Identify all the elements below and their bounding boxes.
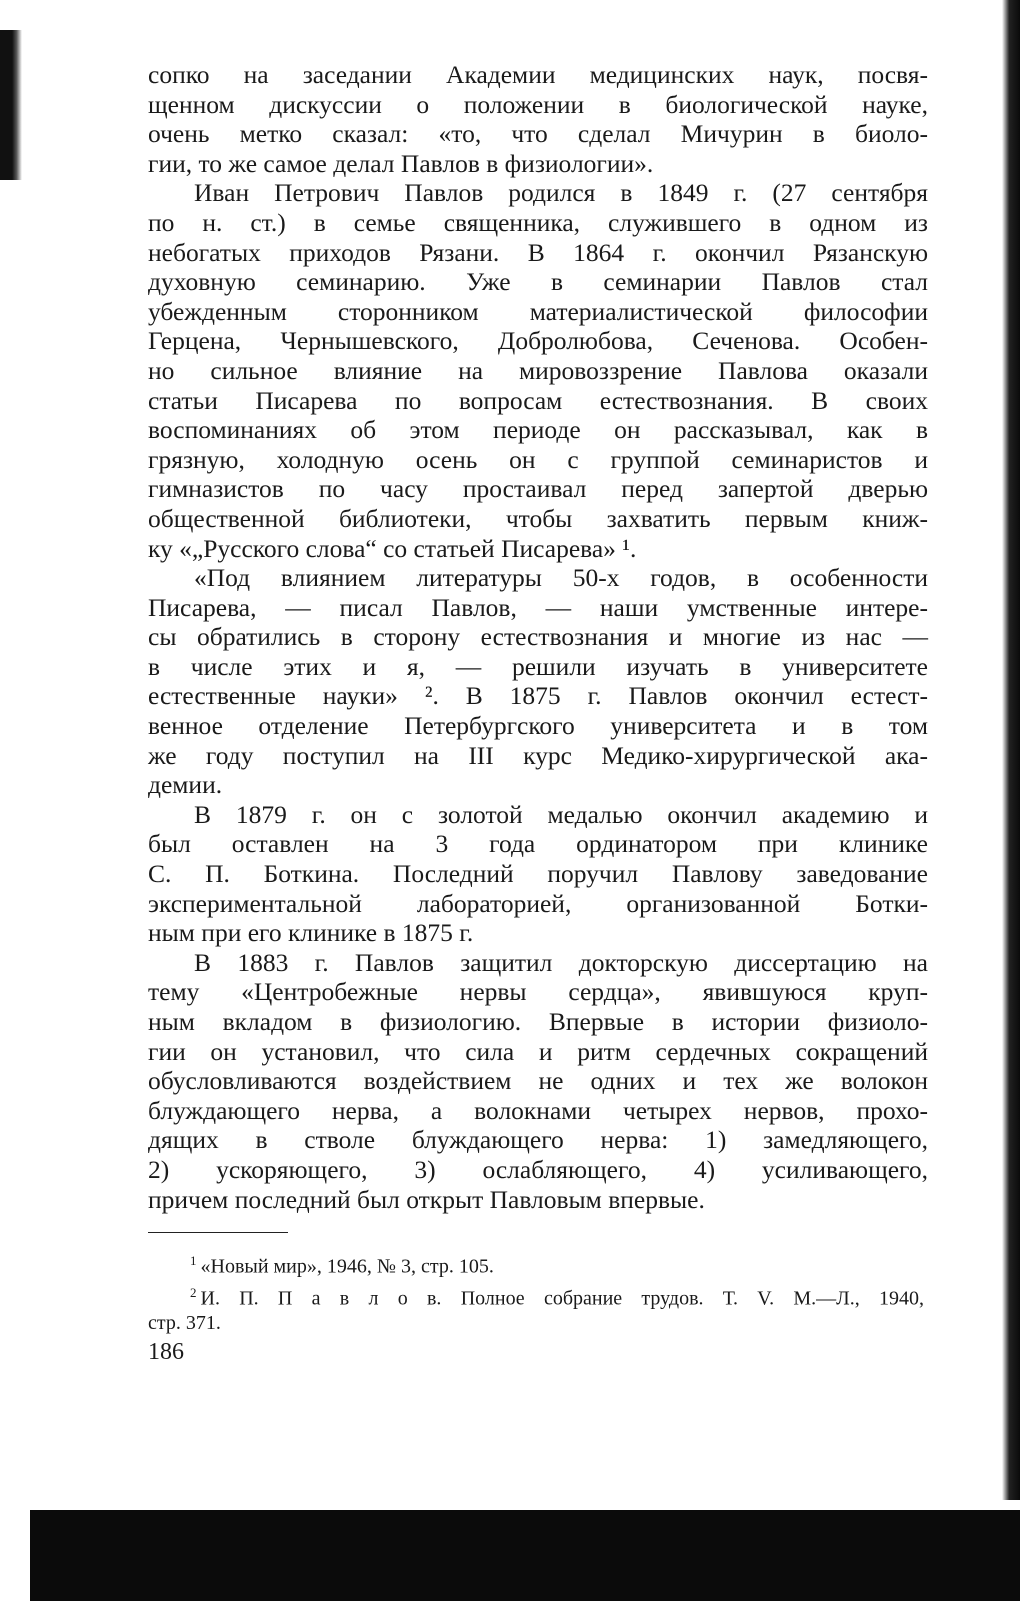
footnote-marker: 2 bbox=[190, 1284, 197, 1300]
text-line: дящих в стволе блуждающего нерва: 1) замедляющего, bbox=[148, 1125, 928, 1155]
text-line: экспериментальной лабораторией, организованной Ботки- bbox=[148, 888, 928, 918]
text-line: Герцена, Чернышевского, Добролюбова, Сеченова. Особен- bbox=[148, 326, 928, 356]
text-line: естественные науки» ². В 1875 г. Павлов окончил естест- bbox=[148, 681, 928, 711]
text-line: общественной библиотеки, чтобы захватить первым книж- bbox=[148, 503, 928, 533]
paragraph-3 bbox=[148, 563, 928, 800]
page-number: 186 bbox=[148, 1339, 184, 1365]
text-line: блуждающего нерва, а волокнами четырех нервов, прохо- bbox=[148, 1095, 928, 1125]
footnote-text: И. П. П а в л о в. Полное собрание трудов. Т. V. М.—Л., 1940, bbox=[200, 1287, 924, 1310]
text-line: щенном дискуссии о положении в биологической науке, bbox=[148, 89, 928, 119]
text-line: убежденным сторонником материалистической философии bbox=[148, 296, 928, 326]
text-line: статьи Писарева по вопросам естествознания. В своих bbox=[148, 385, 928, 415]
text-line: воспоминаниях об этом периоде он рассказывал, как в bbox=[148, 415, 928, 445]
footnote-1 bbox=[148, 1248, 924, 1280]
footnotes bbox=[148, 1248, 924, 1336]
footnote-2 bbox=[148, 1280, 924, 1312]
text-line: же году поступил на III курс Медико-хирургической ака- bbox=[148, 740, 928, 770]
text-line: очень метко сказал: «то, что сделал Мичурин в биоло- bbox=[148, 119, 928, 149]
paragraph-1 bbox=[148, 60, 928, 178]
text-line: Писарева, — писал Павлов, — наши умственные интере- bbox=[148, 592, 928, 622]
body-text bbox=[148, 60, 928, 1214]
text-line: в числе этих и я, — решили изучать в университете bbox=[148, 651, 928, 681]
text-line: по н. ст.) в семье священника, служившего в одном из bbox=[148, 207, 928, 237]
text-line: сопко на заседании Академии медицинских наук, посвя- bbox=[148, 60, 928, 89]
text-line: 2) ускоряющего, 3) ослабляющего, 4) усиливающего, bbox=[148, 1154, 928, 1184]
paragraph-5 bbox=[148, 948, 928, 1214]
paragraph-2 bbox=[148, 178, 928, 563]
text-line: обусловливаются воздействием не одних и тех же волокон bbox=[148, 1066, 928, 1096]
text-line: гии он установил, что сила и ритм сердечных сокращений bbox=[148, 1036, 928, 1066]
text-line: сы обратились в сторону естествознания и многие из нас — bbox=[148, 622, 928, 652]
paragraph-4 bbox=[148, 800, 928, 948]
text-line: «Под влиянием литературы 50-х годов, в особенности bbox=[194, 563, 928, 593]
scan-left-edge-shadow bbox=[0, 30, 22, 180]
footnote-separator bbox=[148, 1232, 288, 1233]
text-line: ным вкладом в физиологию. Впервые в истории физиоло- bbox=[148, 1007, 928, 1036]
text-line: демии. bbox=[148, 770, 223, 800]
scan-bottom-border bbox=[30, 1510, 1020, 1601]
text-line: Иван Петрович Павлов родился в 1849 г. (27 сентября bbox=[194, 178, 928, 208]
footnote-2-continuation: стр. 371. bbox=[148, 1312, 221, 1335]
text-line: С. П. Боткина. Последний поручил Павлову заведование bbox=[148, 859, 928, 889]
text-line: гии, то же самое делал Павлов в физиологии». bbox=[148, 148, 654, 178]
text-line: В 1879 г. он с золотой медалью окончил академию и bbox=[194, 799, 928, 829]
text-line: был оставлен на 3 года ординатором при клинике bbox=[148, 829, 928, 859]
text-line: причем последний был открыт Павловым впервые. bbox=[148, 1184, 705, 1214]
footnote-text: «Новый мир», 1946, № 3, стр. 105. bbox=[200, 1255, 494, 1278]
text-line: духовную семинарию. Уже в семинарии Павлов стал bbox=[148, 267, 928, 297]
footnote-marker: 1 bbox=[190, 1253, 197, 1268]
text-line: гимназистов по часу простаивал перед запертой дверью bbox=[148, 474, 928, 504]
text-line: В 1883 г. Павлов защитил докторскую диссертацию на bbox=[194, 947, 928, 977]
text-line: ным при его клинике в 1875 г. bbox=[148, 918, 474, 948]
scan-right-edge-shadow bbox=[1002, 0, 1020, 1500]
text-line: венное отделение Петербургского университета и в том bbox=[148, 711, 928, 741]
text-line: ку «„Русского слова“ со статьей Писарева» ¹. bbox=[148, 533, 637, 563]
text-line: тему «Центробежные нервы сердца», явившуюся круп- bbox=[148, 977, 928, 1007]
text-line: но сильное влияние на мировоззрение Павлова оказали bbox=[148, 355, 928, 385]
text-line: грязную, холодную осень он с группой семинаристов и bbox=[148, 444, 928, 474]
text-line: небогатых приходов Рязани. В 1864 г. окончил Рязанскую bbox=[148, 237, 928, 267]
